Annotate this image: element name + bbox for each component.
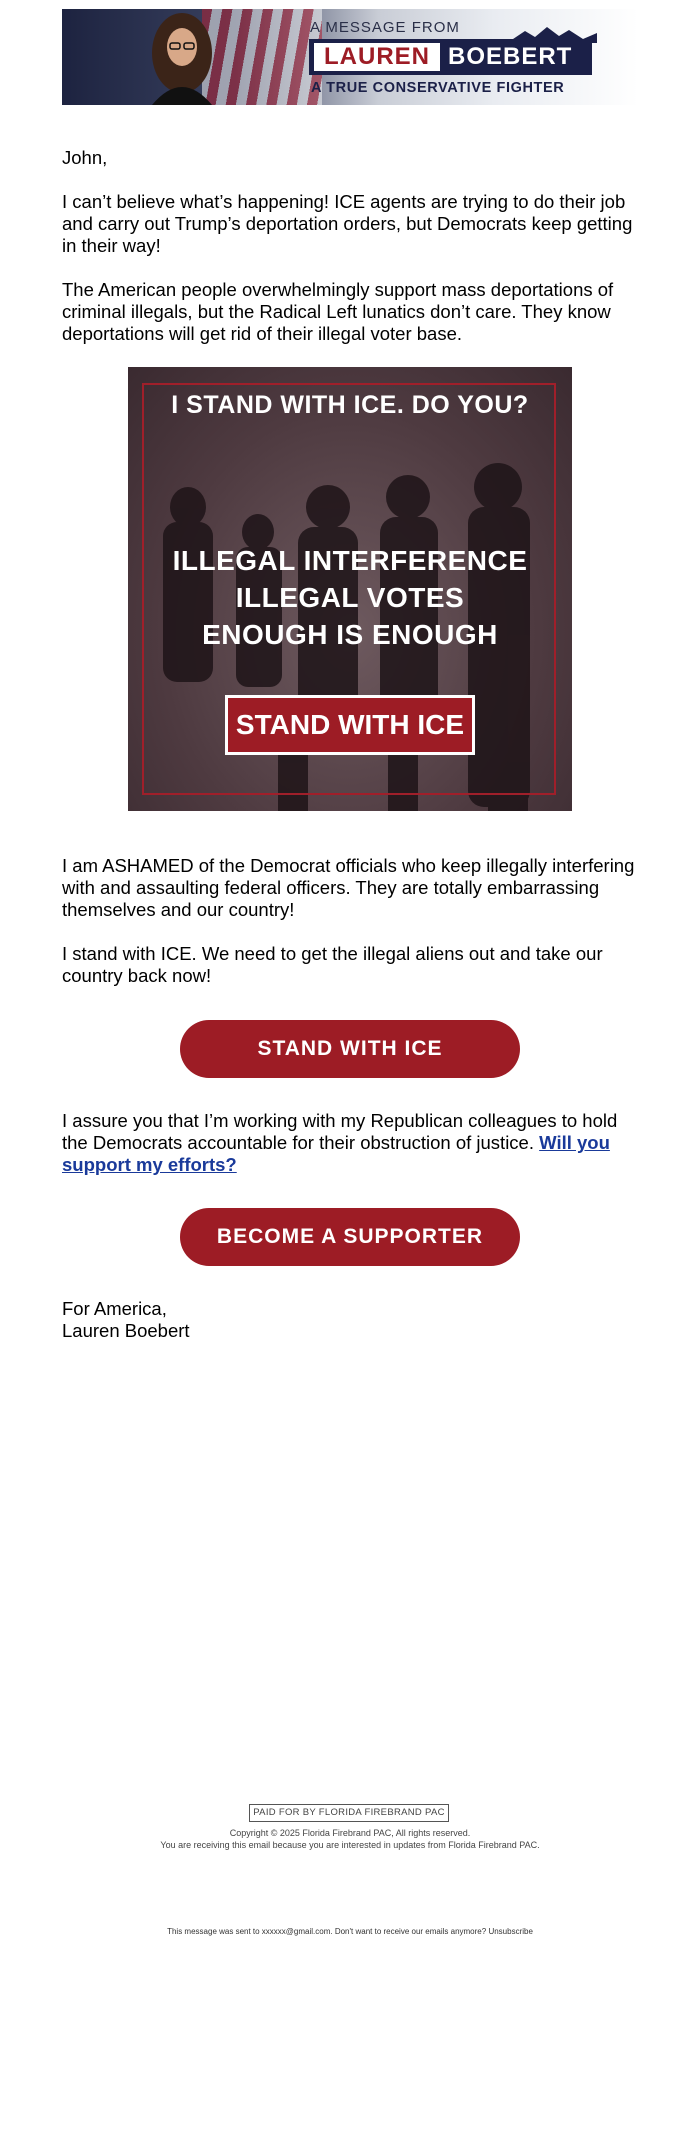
paragraph-2: The American people overwhelmingly support mass deportations of criminal illegals, but the Radical Left lunatics don’t care. They know deportations will get rid of their illegal voter base. [62,279,614,344]
tagline: A TRUE CONSERVATIVE FIGHTER [311,80,565,96]
hero-mid-text [128,542,572,653]
sent-to-text [0,1927,700,1936]
message-from-label: A MESSAGE FROM [310,19,460,36]
hero-image[interactable] [128,367,572,811]
paragraph-1: I can’t believe what’s happening! ICE agents are trying to do their job and carry out Trump’s deportation orders, but Democrats keep getting in their way! [62,191,633,256]
paragraph-4: I stand with ICE. We need to get the illegal aliens out and take our country back now! [62,943,603,986]
hero-line-3: ENOUGH IS ENOUGH [202,619,498,650]
portrait-image [122,9,242,105]
support-efforts-link[interactable]: Will you support my efforts? [62,1132,610,1175]
greeting: John, [62,147,108,168]
signoff: For America, [62,1298,167,1319]
signature: Lauren Boebert [62,1320,190,1341]
hero-top-text: I STAND WITH ICE. DO YOU? [171,391,529,419]
become-supporter-button[interactable]: BECOME A SUPPORTER [180,1208,520,1266]
copyright-text: Copyright © 2025 Florida Firebrand PAC, All rights reserved. [229,1828,471,1838]
hero-line-1: ILLEGAL INTERFERENCE [172,545,528,576]
receiving-text: You are receiving this email because you are interested in updates from Florida Firebrand PAC. [160,1840,540,1850]
header-banner [62,9,638,105]
last-name: BOEBERT [448,43,573,70]
paid-for-disclaimer: PAID FOR BY FLORIDA FIREBRAND PAC [249,1804,449,1822]
paragraph-5-text: I assure you that I’m working with my Republican colleagues to hold the Democrats accountable for their obstruction of justice. [62,1110,618,1153]
paragraph-5 [62,1110,642,1176]
paragraph-3: I am ASHAMED of the Democrat officials who keep illegally interfering with and assaulting federal officers. They are totally embarrassing themselves and our country! [62,855,635,920]
sent-to-label: This message was sent to xxxxxx@gmail.com. Don't want to receive our emails anymore? [167,1927,487,1936]
hero-stand-with-ice-button[interactable]: STAND WITH ICE [225,695,475,755]
first-name: LAUREN [314,43,440,71]
stand-with-ice-button[interactable]: STAND WITH ICE [180,1020,520,1078]
hero-line-2: ILLEGAL VOTES [235,582,465,613]
unsubscribe-link[interactable]: Unsubscribe [488,1927,533,1936]
